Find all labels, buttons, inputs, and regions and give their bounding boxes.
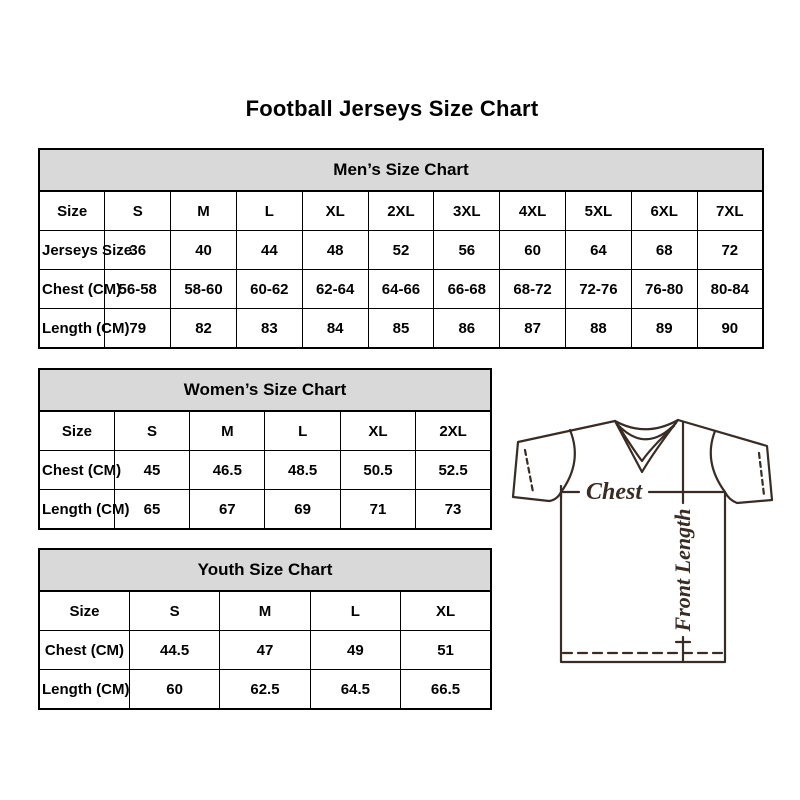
table-cell: 64-66 — [368, 270, 434, 309]
row-header-cell: Length (CM) — [39, 490, 114, 530]
table-cell: 79 — [105, 309, 171, 349]
table-cell: 72-76 — [566, 270, 632, 309]
jersey-measurement-diagram — [505, 400, 775, 670]
table-cell: 52.5 — [416, 451, 491, 490]
row-header-cell: Size — [39, 411, 114, 451]
table-cell: L — [310, 591, 400, 631]
table-cell: 90 — [697, 309, 763, 349]
table-cell: 60 — [129, 670, 219, 710]
table-cell: 51 — [401, 631, 491, 670]
table-cell: 62.5 — [220, 670, 310, 710]
table-cell: 86 — [434, 309, 500, 349]
table-cell: 56 — [434, 231, 500, 270]
table-cell: 50.5 — [340, 451, 415, 490]
table-cell: 4XL — [500, 191, 566, 231]
table-cell: 82 — [171, 309, 237, 349]
table-cell: 64 — [566, 231, 632, 270]
row-header-cell: Length (CM) — [39, 309, 105, 349]
table-cell: 85 — [368, 309, 434, 349]
table-cell: 6XL — [631, 191, 697, 231]
table-cell: XL — [302, 191, 368, 231]
table-cell: 62-64 — [302, 270, 368, 309]
table-cell: 2XL — [416, 411, 491, 451]
table-row — [39, 451, 491, 490]
youth-table-title: Youth Size Chart — [39, 549, 491, 591]
table-row — [39, 270, 763, 309]
table-cell: 76-80 — [631, 270, 697, 309]
table-cell: 72 — [697, 231, 763, 270]
row-header-cell: Length (CM) — [39, 670, 129, 710]
table-section-header-row — [39, 549, 491, 591]
table-cell: 58-60 — [171, 270, 237, 309]
table-section-header-row — [39, 369, 491, 411]
table-cell: S — [114, 411, 189, 451]
left-cuff-dashed-line — [525, 450, 533, 492]
jersey-outline — [513, 420, 772, 662]
collar-back-line-1 — [615, 420, 678, 429]
table-cell: 60 — [500, 231, 566, 270]
table-cell: S — [129, 591, 219, 631]
table-row — [39, 231, 763, 270]
table-cell: L — [236, 191, 302, 231]
table-row — [39, 309, 763, 349]
row-header-cell: Size — [39, 191, 105, 231]
womens-size-table — [38, 368, 492, 530]
table-cell: 40 — [171, 231, 237, 270]
table-row — [39, 631, 491, 670]
table-cell: 46.5 — [190, 451, 265, 490]
page-title: Football Jerseys Size Chart — [245, 96, 539, 121]
table-cell: 71 — [340, 490, 415, 530]
table-cell: 52 — [368, 231, 434, 270]
table-cell: 44 — [236, 231, 302, 270]
row-header-cell: Chest (CM) — [39, 451, 114, 490]
collar-v-outer — [615, 420, 678, 472]
right-sleeve-seam — [711, 431, 725, 492]
table-row — [39, 490, 491, 530]
mens-size-table — [38, 148, 764, 349]
table-cell: 89 — [631, 309, 697, 349]
table-section-header-row — [39, 149, 763, 191]
row-header-cell: Chest (CM) — [39, 631, 129, 670]
youth-size-table — [38, 548, 492, 710]
table-cell: 69 — [265, 490, 340, 530]
table-cell: 65 — [114, 490, 189, 530]
table-cell: 83 — [236, 309, 302, 349]
table-cell: 64.5 — [310, 670, 400, 710]
mens-table-title: Men’s Size Chart — [39, 149, 763, 191]
table-cell: XL — [401, 591, 491, 631]
table-cell: 44.5 — [129, 631, 219, 670]
table-cell: 47 — [220, 631, 310, 670]
table-cell: 60-62 — [236, 270, 302, 309]
right-cuff-dashed-line — [759, 453, 764, 495]
table-cell: M — [171, 191, 237, 231]
table-cell: 68-72 — [500, 270, 566, 309]
table-cell: 3XL — [434, 191, 500, 231]
table-cell: M — [190, 411, 265, 451]
table-row — [39, 670, 491, 710]
table-row — [39, 591, 491, 631]
table-cell: 2XL — [368, 191, 434, 231]
row-header-cell: Chest (CM) — [39, 270, 105, 309]
table-cell: 66.5 — [401, 670, 491, 710]
table-cell: 36 — [105, 231, 171, 270]
front-length-label: Front Length — [670, 508, 695, 632]
table-cell: 67 — [190, 490, 265, 530]
chest-label: Chest — [585, 479, 643, 505]
row-header-cell: Size — [39, 591, 129, 631]
table-cell: 5XL — [566, 191, 632, 231]
womens-table-title: Women’s Size Chart — [39, 369, 491, 411]
table-cell: 45 — [114, 451, 189, 490]
table-cell: 56-58 — [105, 270, 171, 309]
left-sleeve-seam — [561, 430, 575, 492]
table-cell: M — [220, 591, 310, 631]
table-cell: 48 — [302, 231, 368, 270]
table-cell: L — [265, 411, 340, 451]
table-cell: S — [105, 191, 171, 231]
table-cell: 80-84 — [697, 270, 763, 309]
row-header-cell: Jerseys Size — [39, 231, 105, 270]
table-cell: 66-68 — [434, 270, 500, 309]
table-cell: 73 — [416, 490, 491, 530]
table-cell: 88 — [566, 309, 632, 349]
table-cell: 84 — [302, 309, 368, 349]
table-row — [39, 191, 763, 231]
table-cell: XL — [340, 411, 415, 451]
table-cell: 49 — [310, 631, 400, 670]
table-row — [39, 411, 491, 451]
table-cell: 48.5 — [265, 451, 340, 490]
table-cell: 68 — [631, 231, 697, 270]
table-cell: 87 — [500, 309, 566, 349]
table-cell: 7XL — [697, 191, 763, 231]
